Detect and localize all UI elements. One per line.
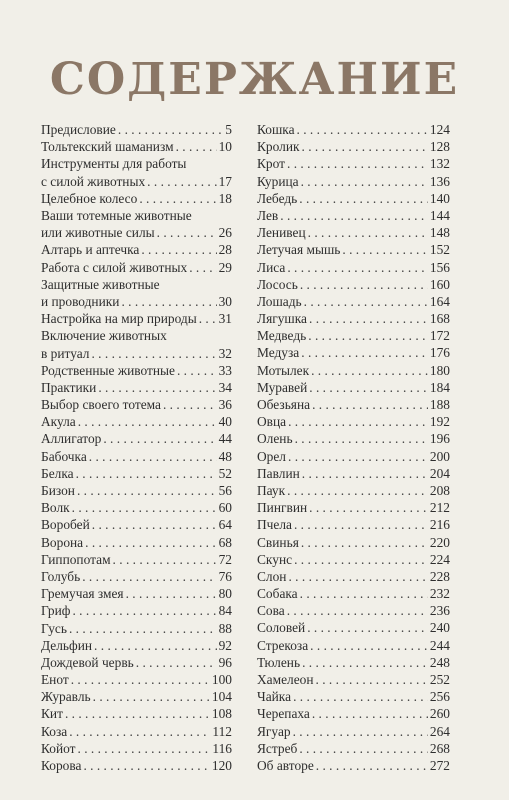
dot-leader xyxy=(89,448,217,465)
toc-entry-page: 204 xyxy=(429,465,450,481)
dot-leader xyxy=(72,499,217,516)
toc-entry-title: Овца xyxy=(257,414,287,430)
toc-entry xyxy=(41,620,232,637)
toc-entry-page: 92 xyxy=(218,637,232,653)
toc-entry-page: 248 xyxy=(429,654,450,670)
toc-entry xyxy=(257,671,450,688)
dot-leader xyxy=(92,516,217,533)
toc-entry-page: 172 xyxy=(429,328,450,344)
toc-entry-title: Голубь xyxy=(41,568,81,584)
toc-entry-title: Скунс xyxy=(257,551,293,567)
toc-entry xyxy=(257,602,450,619)
dot-leader xyxy=(302,465,428,482)
dot-leader xyxy=(121,293,216,310)
dot-leader xyxy=(304,293,428,310)
toc-entry xyxy=(41,637,232,654)
toc-entry-title: Гусь xyxy=(41,620,67,636)
toc-entry-title: Ястреб xyxy=(257,740,298,756)
toc-entry xyxy=(257,465,450,482)
toc-entry-page: 84 xyxy=(218,603,232,619)
dot-leader xyxy=(300,276,428,293)
toc-entry-page: 132 xyxy=(429,156,450,172)
toc-entry-title: Коза xyxy=(41,723,68,739)
toc-entry-page: 152 xyxy=(429,242,450,258)
dot-leader xyxy=(98,379,216,396)
toc-entry-title-line: Инструменты для работы xyxy=(41,156,187,172)
toc-entry-page: 31 xyxy=(218,311,232,327)
toc-entry-title: Об авторе xyxy=(257,757,314,773)
toc-entry xyxy=(257,430,450,447)
toc-entry-page: 10 xyxy=(218,139,232,155)
toc-entry xyxy=(257,534,450,551)
toc-entry xyxy=(257,396,450,413)
dot-leader xyxy=(301,173,428,190)
toc-entry-title-line: Ваши тотемные животные xyxy=(41,207,192,223)
toc-entry-page: 260 xyxy=(429,706,450,722)
toc-entry xyxy=(41,327,232,361)
toc-entry xyxy=(41,585,232,602)
toc-entry-page: 80 xyxy=(218,586,232,602)
toc-entry-title: Соловей xyxy=(257,620,306,636)
dot-leader xyxy=(82,568,216,585)
toc-entry-title: с силой животных xyxy=(41,173,146,189)
toc-entry-title: Белка xyxy=(41,465,74,481)
toc-entry-page: 33 xyxy=(218,362,232,378)
toc-entry xyxy=(41,465,232,482)
toc-entry-title-line: Включение животных xyxy=(41,328,167,344)
toc-entry xyxy=(41,757,232,774)
toc-entry-page: 252 xyxy=(429,672,450,687)
toc-entry-title: Пчела xyxy=(257,517,292,533)
dot-leader xyxy=(93,688,210,705)
toc-entry-page: 56 xyxy=(218,483,232,498)
toc-entry xyxy=(257,276,450,293)
toc-entry xyxy=(41,379,232,396)
toc-entry xyxy=(41,155,232,189)
dot-leader xyxy=(287,155,428,172)
dot-leader xyxy=(85,534,216,551)
toc-entry-title: Летучая мышь xyxy=(257,242,341,258)
dot-leader xyxy=(288,413,428,430)
toc-entry-title: Лев xyxy=(257,207,279,223)
toc-entry-title: Слон xyxy=(257,568,287,584)
dot-leader xyxy=(189,259,216,276)
toc-entry xyxy=(41,259,232,276)
toc-entry-page: 68 xyxy=(218,534,232,550)
toc-entry-title: Выбор своего тотема xyxy=(41,397,161,413)
toc-entry-page: 104 xyxy=(211,689,232,705)
toc-entry-title: Дождевой червь xyxy=(41,654,134,670)
toc-entry xyxy=(257,757,450,774)
dot-leader xyxy=(71,671,210,688)
toc-entry-page: 26 xyxy=(218,225,232,241)
dot-leader xyxy=(299,740,428,757)
toc-entry-title: Курица xyxy=(257,173,299,189)
toc-entry-page: 72 xyxy=(218,551,232,567)
toc-entry-page: 44 xyxy=(218,431,232,447)
dot-leader xyxy=(78,740,211,757)
toc-entry-title: Черепаха xyxy=(257,706,310,722)
toc-entry xyxy=(41,190,232,207)
toc-entry-page: 96 xyxy=(218,654,232,670)
dot-leader xyxy=(136,654,217,671)
toc-entry-page: 268 xyxy=(429,740,450,756)
dot-leader xyxy=(311,362,428,379)
dot-leader xyxy=(103,430,216,447)
toc-entry-page: 30 xyxy=(218,293,232,309)
toc-entry-page: 256 xyxy=(429,689,450,705)
toc-entry-title: Тюлень xyxy=(257,654,301,670)
dot-leader xyxy=(177,362,217,379)
dot-leader xyxy=(295,430,428,447)
dot-leader xyxy=(302,654,428,671)
dot-leader xyxy=(141,241,216,258)
toc-entry-title: Дельфин xyxy=(41,637,93,653)
toc-entry xyxy=(257,637,450,654)
toc-column-right xyxy=(257,121,450,774)
toc-entry-page: 224 xyxy=(429,551,450,567)
toc-entry-title: Пингвин xyxy=(257,500,308,516)
toc-entry-title: Лебедь xyxy=(257,190,298,206)
toc-entry-page: 140 xyxy=(429,190,450,206)
toc-entry-page: 28 xyxy=(218,242,232,258)
toc-entry-title: Лосось xyxy=(257,276,298,292)
toc-entry xyxy=(257,619,450,636)
dot-leader xyxy=(297,121,428,138)
toc-entry-title: Алтарь и аптечка xyxy=(41,242,140,258)
toc-entry-page: 36 xyxy=(218,397,232,413)
dot-leader xyxy=(77,482,217,499)
toc-entry-title: Ленивец xyxy=(257,225,306,241)
toc-entry-title: Родственные животные xyxy=(41,362,175,378)
toc-entry xyxy=(257,190,450,207)
toc-entry-title: Волк xyxy=(41,500,70,516)
dot-leader xyxy=(287,602,428,619)
toc-entry-page: 88 xyxy=(218,620,232,636)
toc-entry-page: 212 xyxy=(429,500,450,516)
page-title: СОДЕРЖАНИЕ xyxy=(49,54,460,105)
toc-entry xyxy=(257,259,450,276)
toc-entry xyxy=(257,516,450,533)
toc-entry xyxy=(41,705,232,722)
dot-leader xyxy=(83,757,209,774)
toc-entry-title: Чайка xyxy=(257,689,292,705)
toc-entry-page: 124 xyxy=(429,122,450,137)
dot-leader xyxy=(176,138,217,155)
toc-entry-title: Кит xyxy=(41,706,63,722)
toc-entry xyxy=(257,207,450,224)
toc-entry xyxy=(41,688,232,705)
toc-entry xyxy=(41,482,232,499)
toc-entry-page: 120 xyxy=(211,758,232,773)
dot-leader xyxy=(310,637,428,654)
toc-entry-title: Тольтекский шаманизм xyxy=(41,139,174,155)
dot-leader xyxy=(316,757,428,774)
toc-entry-title: Мотылек xyxy=(257,362,310,378)
toc-entry-page: 5 xyxy=(225,122,232,137)
toc-entry-title: Лягушка xyxy=(257,311,307,327)
toc-entry-title: Обезьяна xyxy=(257,397,311,412)
toc-entry-title: Гремучая змея xyxy=(41,586,124,602)
toc-entry xyxy=(257,344,450,361)
toc-entry xyxy=(257,241,450,258)
toc-entry xyxy=(257,121,450,138)
dot-leader xyxy=(302,138,428,155)
dot-leader xyxy=(312,396,428,413)
toc-entry-page: 184 xyxy=(429,379,450,395)
toc-entry xyxy=(257,413,450,430)
dot-leader xyxy=(294,551,428,568)
dot-leader xyxy=(199,310,217,327)
dot-leader xyxy=(312,705,428,722)
toc-entry xyxy=(41,602,232,619)
toc-entry xyxy=(41,551,232,568)
toc-entry-title: Корова xyxy=(41,758,82,773)
dot-leader xyxy=(118,121,223,138)
toc-entry xyxy=(257,310,450,327)
dot-leader xyxy=(294,516,428,533)
toc-entry-page: 29 xyxy=(218,259,232,275)
dot-leader xyxy=(126,585,217,602)
toc-entry-page: 128 xyxy=(429,139,450,155)
toc-entry-title: Практики xyxy=(41,379,97,395)
dot-leader xyxy=(147,173,216,190)
toc-entry-title: Предисловие xyxy=(41,122,116,137)
toc-entry-page: 40 xyxy=(218,414,232,430)
toc-entry xyxy=(257,705,450,722)
dot-leader xyxy=(69,723,210,740)
toc-entry xyxy=(257,482,450,499)
toc-entry-page: 34 xyxy=(218,379,232,395)
toc-column-left xyxy=(41,121,232,774)
toc-entry-page: 52 xyxy=(218,465,232,481)
toc-entry xyxy=(41,568,232,585)
toc-entry xyxy=(257,568,450,585)
toc-entry-title: Олень xyxy=(257,431,293,447)
dot-leader xyxy=(78,413,217,430)
dot-leader xyxy=(288,448,428,465)
toc-entry-page: 164 xyxy=(429,293,450,309)
dot-leader xyxy=(287,259,428,276)
toc-entry xyxy=(41,448,232,465)
toc-entry-title: Муравей xyxy=(257,379,308,395)
toc-entry-title: Свинья xyxy=(257,534,299,550)
toc-entry-title: Собака xyxy=(257,586,298,602)
toc-entry-page: 144 xyxy=(429,207,450,223)
toc-entry xyxy=(257,362,450,379)
dot-leader xyxy=(163,396,217,413)
toc-entry-page: 192 xyxy=(429,414,450,430)
toc-entry xyxy=(257,173,450,190)
dot-leader xyxy=(301,534,428,551)
toc-entry-title: Енот xyxy=(41,672,69,688)
toc-entry-title: и проводники xyxy=(41,293,120,309)
toc-entry-page: 176 xyxy=(429,345,450,361)
toc-entry-page: 100 xyxy=(211,672,232,688)
toc-entry-page: 108 xyxy=(211,706,232,722)
toc-entry-title: Медведь xyxy=(257,328,307,344)
toc-entry-title: Аллигатор xyxy=(41,431,102,447)
toc-entry-page: 136 xyxy=(429,173,450,189)
toc-entry xyxy=(257,448,450,465)
dot-leader xyxy=(287,482,428,499)
dot-leader xyxy=(342,241,428,258)
toc-entry xyxy=(41,671,232,688)
toc-entry-title: или животные силы xyxy=(41,225,155,241)
dot-leader xyxy=(309,310,428,327)
toc-entry xyxy=(41,121,232,138)
toc-entry-page: 112 xyxy=(212,723,232,739)
toc-entry-page: 160 xyxy=(429,276,450,292)
dot-leader xyxy=(94,637,217,654)
toc-entry-title: Стрекоза xyxy=(257,637,309,653)
toc-entry-title: Настройка на мир природы xyxy=(41,311,197,327)
toc-entry-title: Целебное колесо xyxy=(41,190,138,206)
toc-entry xyxy=(41,241,232,258)
dot-leader xyxy=(308,224,428,241)
toc-entry-title: Журавль xyxy=(41,689,91,705)
toc-entry-title: Павлин xyxy=(257,465,300,481)
toc-entry-title: Лиса xyxy=(257,259,286,275)
dot-leader xyxy=(300,585,428,602)
toc-entry xyxy=(257,723,450,740)
toc-entry-title: Медуза xyxy=(257,345,300,361)
toc-entry-title: Кролик xyxy=(257,139,300,155)
toc-entry-title: Бабочка xyxy=(41,448,87,464)
toc-entry-title: Кошка xyxy=(257,122,295,137)
toc-entry-page: 272 xyxy=(429,757,450,773)
toc-entry xyxy=(257,585,450,602)
toc-entry-title: Крот xyxy=(257,156,285,172)
toc-entry xyxy=(41,534,232,551)
toc-entry xyxy=(257,293,450,310)
toc-entry-title: Работа с силой животных xyxy=(41,259,188,275)
toc-entry-title: Гриф xyxy=(41,603,71,619)
dot-leader xyxy=(307,619,428,636)
dot-leader xyxy=(113,551,217,568)
dot-leader xyxy=(280,207,428,224)
toc-entry-title: в ритуал xyxy=(41,345,90,361)
dot-leader xyxy=(293,688,428,705)
dot-leader xyxy=(91,345,216,362)
toc-entry xyxy=(41,207,232,241)
dot-leader xyxy=(309,499,428,516)
toc-entry xyxy=(41,138,232,155)
toc-entry xyxy=(41,276,232,310)
toc-entry-page: 220 xyxy=(429,534,450,550)
toc-entry xyxy=(41,362,232,379)
toc-entry xyxy=(257,327,450,344)
toc-entry-page: 200 xyxy=(429,448,450,464)
dot-leader xyxy=(293,723,428,740)
toc-entry-page: 216 xyxy=(429,517,450,533)
toc-entry-page: 180 xyxy=(429,362,450,378)
toc-entry-title: Лошадь xyxy=(257,293,302,309)
toc-entry xyxy=(41,430,232,447)
dot-leader xyxy=(308,327,428,344)
dot-leader xyxy=(139,190,216,207)
toc-entry-title-line: Защитные животные xyxy=(41,276,160,292)
toc-entry-page: 76 xyxy=(218,568,232,584)
toc-entry xyxy=(41,723,232,740)
toc-entry-page: 232 xyxy=(429,586,450,602)
toc-entry-title: Орел xyxy=(257,448,286,464)
toc-entry xyxy=(257,155,450,172)
toc-entry xyxy=(41,310,232,327)
toc-entry-title: Ворона xyxy=(41,534,84,550)
toc-entry-title: Койот xyxy=(41,740,76,756)
toc-entry-page: 32 xyxy=(218,345,232,361)
dot-leader xyxy=(65,705,210,722)
toc-entry-title: Ягуар xyxy=(257,723,291,739)
toc-entry xyxy=(257,138,450,155)
dot-leader xyxy=(76,465,217,482)
toc-entry-page: 208 xyxy=(429,482,450,498)
toc-entry-page: 148 xyxy=(429,225,450,241)
toc-entry xyxy=(257,654,450,671)
toc-entry-title: Сова xyxy=(257,603,285,619)
toc-entry xyxy=(257,379,450,396)
toc-entry xyxy=(41,654,232,671)
dot-leader xyxy=(309,379,428,396)
toc-entry-page: 168 xyxy=(429,311,450,327)
toc-entry xyxy=(257,688,450,705)
toc-entry-page: 244 xyxy=(429,637,450,653)
toc-entry xyxy=(257,224,450,241)
toc-entry-title: Воробей xyxy=(41,517,90,533)
dot-leader xyxy=(72,602,216,619)
toc-entry-page: 60 xyxy=(218,500,232,516)
dot-leader xyxy=(299,190,428,207)
toc-entry-title: Акула xyxy=(41,414,76,430)
dot-leader xyxy=(157,224,217,241)
dot-leader xyxy=(316,671,428,688)
toc-entry-page: 188 xyxy=(429,397,450,412)
toc-entry xyxy=(257,740,450,757)
toc-entry xyxy=(41,413,232,430)
toc-entry xyxy=(41,516,232,533)
toc-entry-page: 48 xyxy=(218,448,232,464)
toc-entry xyxy=(41,396,232,413)
toc-entry-title: Паук xyxy=(257,482,286,498)
toc-entry-page: 240 xyxy=(429,620,450,636)
dot-leader xyxy=(69,620,217,637)
toc-entry-page: 17 xyxy=(218,173,232,189)
toc-entry-page: 228 xyxy=(429,568,450,584)
toc-entry-page: 116 xyxy=(212,740,232,756)
toc-entry-page: 196 xyxy=(429,431,450,447)
toc-entry-title: Хамелеон xyxy=(257,672,314,687)
toc-entry-page: 236 xyxy=(429,603,450,619)
toc-entry xyxy=(257,551,450,568)
toc-entry xyxy=(41,499,232,516)
toc-entry-page: 18 xyxy=(218,190,232,206)
dot-leader xyxy=(288,568,427,585)
toc-entry-page: 156 xyxy=(429,259,450,275)
dot-leader xyxy=(301,344,428,361)
toc-entry-page: 64 xyxy=(218,517,232,533)
toc-entry-title: Бизон xyxy=(41,483,75,498)
toc-entry xyxy=(41,740,232,757)
toc-entry xyxy=(257,499,450,516)
toc-entry-title: Гиппопотам xyxy=(41,551,111,567)
toc-entry-page: 264 xyxy=(429,723,450,739)
